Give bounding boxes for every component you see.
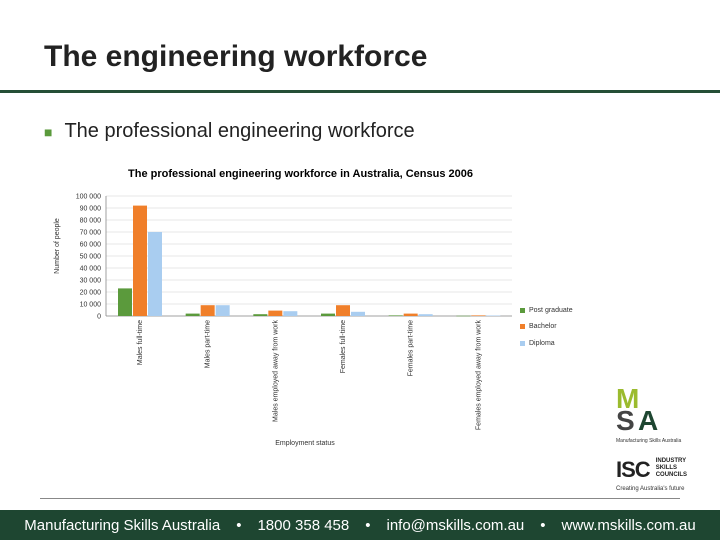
legend-swatch-bachelor: [520, 324, 525, 329]
bar-chart: [50, 185, 520, 460]
isc-line-councils: COUNCILS: [655, 472, 688, 478]
y-tick-label: 10 000: [79, 301, 101, 309]
isc-line-industry: INDUSTRY: [655, 458, 687, 464]
square-bullet-icon: ■: [44, 123, 53, 140]
legend-label-bachelor: Bachelor: [529, 323, 557, 331]
y-tick-label: 30 000: [79, 277, 101, 285]
msa-letter-s: S: [616, 405, 635, 436]
bar-bachelor: [201, 305, 215, 316]
x-category-label: Males employed away from work: [272, 320, 280, 422]
legend-item-diploma: [520, 335, 573, 352]
bar-bachelor: [336, 305, 350, 316]
x-category-label: Males part-time: [204, 320, 212, 369]
bar-diploma: [148, 232, 162, 316]
legend-swatch-post-graduate: [520, 308, 525, 313]
x-axis-title: Employment status: [275, 440, 335, 447]
y-axis-title: Number of people: [54, 218, 61, 274]
bullet-point: [44, 120, 415, 143]
y-tick-label: 0: [97, 313, 101, 321]
legend-item-post-graduate: [520, 302, 573, 319]
footer-separator: •: [236, 516, 242, 534]
chart-legend: [520, 302, 573, 352]
bar-post-graduate: [389, 315, 403, 316]
isc-tagline: Creating Australia's future: [616, 486, 685, 492]
bar-diploma: [351, 312, 365, 316]
y-tick-label: 80 000: [79, 217, 101, 225]
footer-divider: [40, 498, 680, 499]
legend-item-bachelor: [520, 319, 573, 336]
msa-caption: Manufacturing Skills Australia: [616, 438, 682, 444]
msa-logo: [616, 383, 710, 444]
bar-diploma: [283, 311, 297, 316]
bar-bachelor: [404, 314, 418, 316]
footer-org: Manufacturing Skills Australia: [24, 516, 221, 534]
legend-label-diploma: Diploma: [529, 339, 555, 347]
msa-letter-a: A: [638, 405, 659, 436]
y-tick-label: 100 000: [75, 193, 101, 201]
isc-logo: [616, 458, 710, 482]
logos: [616, 383, 710, 492]
y-tick-label: 40 000: [79, 265, 101, 273]
bar-post-graduate: [118, 288, 132, 316]
bar-diploma: [486, 316, 500, 317]
bar-post-graduate: [186, 314, 200, 316]
x-category-label: Males full-time: [137, 320, 144, 366]
slide-title: The engineering workforce: [44, 40, 428, 73]
footer-phone[interactable]: 1800 358 458: [257, 516, 350, 534]
bar-bachelor: [471, 315, 485, 316]
legend-label-post-graduate: Post graduate: [529, 306, 573, 314]
bar-bachelor: [268, 311, 282, 316]
bar-post-graduate: [253, 314, 267, 316]
footer-separator: •: [365, 516, 371, 534]
isc-letters: ISC: [616, 457, 650, 482]
isc-line-skills: SKILLS: [655, 465, 678, 471]
y-tick-label: 50 000: [79, 253, 101, 261]
x-category-label: Females employed away from work: [475, 320, 483, 431]
bar-post-graduate: [456, 316, 470, 317]
y-tick-label: 90 000: [79, 205, 101, 213]
bar-diploma: [419, 314, 433, 316]
bar-diploma: [216, 305, 230, 316]
footer-website[interactable]: www.mskills.com.au: [561, 516, 696, 534]
chart-title: The professional engineering workforce in Australia, Census 2006: [128, 168, 473, 180]
y-tick-label: 20 000: [79, 289, 101, 297]
bullet-text: The professional engineering workforce: [64, 120, 415, 142]
y-tick-label: 60 000: [79, 241, 101, 249]
footer-bar: [0, 510, 720, 540]
footer-separator: •: [540, 516, 546, 534]
x-category-label: Females part-time: [407, 320, 415, 377]
footer-email[interactable]: info@mskills.com.au: [386, 516, 525, 534]
x-category-label: Females full-time: [340, 320, 347, 374]
bar-post-graduate: [321, 314, 335, 316]
legend-swatch-diploma: [520, 341, 525, 346]
bar-bachelor: [133, 206, 147, 316]
title-rule: [0, 90, 720, 93]
y-tick-label: 70 000: [79, 229, 101, 237]
msa-letter-m: M: [616, 383, 640, 414]
